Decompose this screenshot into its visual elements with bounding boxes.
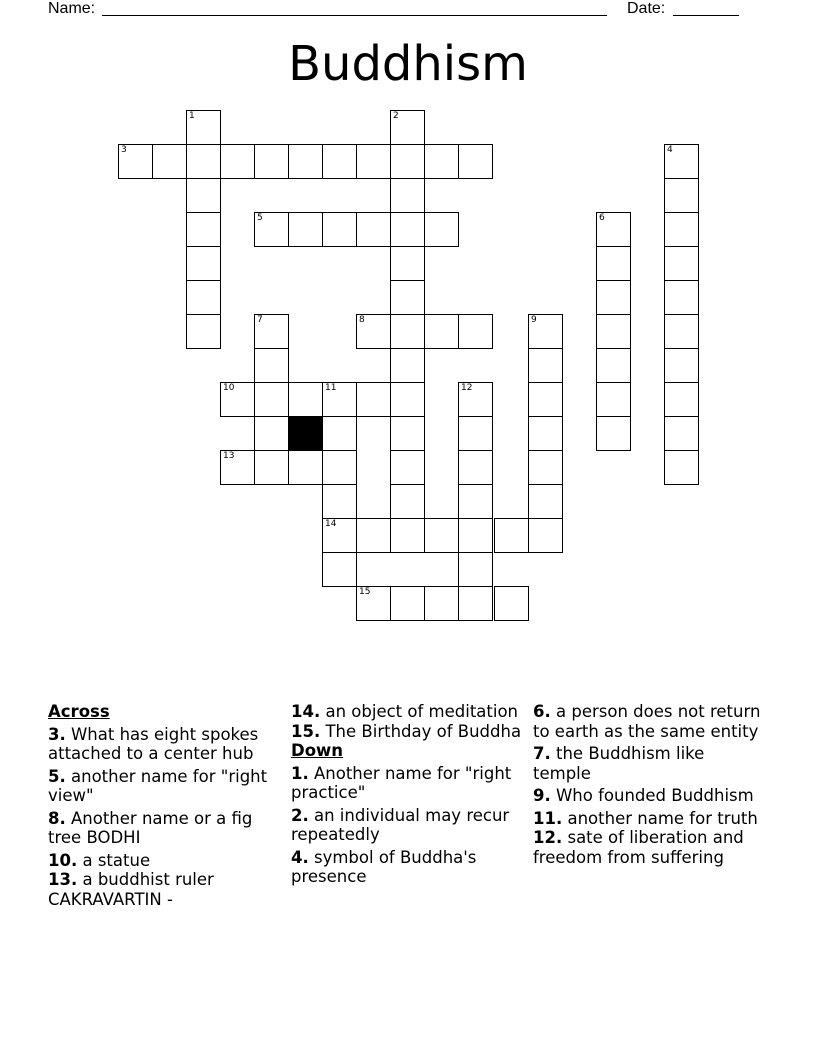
- cell-number: 6: [599, 213, 605, 223]
- clue-number: 9.: [533, 786, 551, 805]
- crossword-cell[interactable]: [322, 144, 357, 179]
- clue-text: a buddhist ruler CAKRAVARTIN -: [48, 870, 214, 909]
- crossword-cell[interactable]: [390, 382, 425, 417]
- crossword-cell[interactable]: [186, 144, 221, 179]
- clue-number: 4.: [291, 847, 309, 867]
- crossword-cell[interactable]: [288, 382, 323, 417]
- clue-down-12: [533, 828, 765, 867]
- clue-column-1: [48, 702, 280, 909]
- crossword-cell[interactable]: [458, 144, 493, 179]
- crossword-cell[interactable]: [528, 348, 563, 383]
- crossword-cell[interactable]: [254, 382, 289, 417]
- crossword-cell[interactable]: [424, 518, 459, 553]
- crossword-cell[interactable]: [322, 212, 357, 247]
- crossword-cell[interactable]: [424, 314, 459, 349]
- crossword-cell[interactable]: [458, 416, 493, 451]
- clue-across-5: [48, 767, 280, 806]
- clue-text: the Buddhism like temple: [533, 744, 705, 783]
- clue-text: a person does not return to earth as the same entity: [533, 702, 761, 741]
- crossword-cell[interactable]: [356, 212, 391, 247]
- cell-number: 5: [257, 213, 263, 223]
- clue-number: 5.: [48, 766, 66, 786]
- crossword-cell[interactable]: [254, 416, 289, 451]
- clue-number: 8.: [48, 808, 66, 828]
- clue-number: 13.: [48, 870, 78, 889]
- clue-across-14: [291, 702, 523, 722]
- clue-across-8: [48, 809, 280, 848]
- crossword-cell[interactable]: [424, 144, 459, 179]
- clue-text: another name for truth: [562, 808, 758, 828]
- crossword-cell[interactable]: [390, 450, 425, 485]
- cell-number: 9: [531, 315, 537, 325]
- clue-text: an individual may recur repeatedly: [291, 805, 510, 844]
- crossword-cell[interactable]: [424, 586, 459, 621]
- crossword-cell[interactable]: [186, 280, 221, 315]
- crossword-cell[interactable]: [596, 246, 631, 281]
- crossword-cell[interactable]: [664, 314, 699, 349]
- puzzle-title: Buddhism: [288, 36, 528, 92]
- crossword-cell[interactable]: [390, 484, 425, 519]
- clue-across-13: [48, 870, 280, 909]
- crossword-cell[interactable]: [390, 178, 425, 213]
- crossword-cell[interactable]: [356, 518, 391, 553]
- clue-down-9: [533, 786, 765, 806]
- crossword-cell[interactable]: [390, 246, 425, 281]
- cell-number: 13: [223, 451, 235, 461]
- crossword-cell[interactable]: [322, 552, 357, 587]
- clue-down-1: [291, 764, 523, 803]
- crossword-cell[interactable]: [186, 212, 221, 247]
- cell-number: 15: [359, 587, 371, 597]
- cell-number: 8: [359, 315, 365, 325]
- clue-text: Who founded Buddhism: [550, 786, 754, 805]
- clue-text: Another name for "right practice": [291, 763, 512, 802]
- crossword-cell[interactable]: [664, 348, 699, 383]
- cell-number: 10: [223, 383, 235, 393]
- clue-down-6: [533, 702, 765, 741]
- crossword-cell[interactable]: [288, 144, 323, 179]
- crossword-cell[interactable]: [254, 450, 289, 485]
- crossword-cell[interactable]: [664, 280, 699, 315]
- crossword-cell[interactable]: [458, 586, 493, 621]
- cell-number: 11: [325, 383, 337, 393]
- crossword-cell[interactable]: [186, 246, 221, 281]
- clue-number: 7.: [533, 744, 551, 763]
- clue-text: What has eight spokes attached to a center hub: [48, 724, 259, 763]
- crossword-cell[interactable]: [664, 416, 699, 451]
- crossword-cell[interactable]: [186, 314, 221, 349]
- crossword-cell[interactable]: [528, 382, 563, 417]
- crossword-cell[interactable]: [528, 450, 563, 485]
- crossword-cell[interactable]: [494, 586, 529, 621]
- crossword-cell[interactable]: [458, 484, 493, 519]
- crossword-cell[interactable]: [664, 246, 699, 281]
- clue-down-11: [533, 809, 765, 829]
- cell-number: 2: [393, 111, 399, 121]
- clue-across-3: [48, 725, 280, 764]
- crossword-cell[interactable]: [390, 144, 425, 179]
- crossword-cell[interactable]: [664, 178, 699, 213]
- clue-text: Another name or a fig tree BODHI: [48, 808, 253, 847]
- crossword-cell[interactable]: [254, 144, 289, 179]
- crossword-cell[interactable]: [390, 518, 425, 553]
- crossword-cell[interactable]: [390, 212, 425, 247]
- crossword-cell[interactable]: [664, 450, 699, 485]
- crossword-cell[interactable]: [356, 382, 391, 417]
- crossword-cell[interactable]: [322, 416, 357, 451]
- crossword-cell[interactable]: [186, 178, 221, 213]
- date-label: Date:: [627, 0, 666, 17]
- crossword-cell[interactable]: [596, 280, 631, 315]
- clue-text: an object of meditation: [320, 702, 519, 721]
- clue-down-4: [291, 848, 523, 887]
- cell-number: 3: [121, 145, 127, 155]
- clue-column-2: [291, 702, 523, 887]
- crossword-cell[interactable]: [458, 552, 493, 587]
- clue-number: 2.: [291, 805, 309, 825]
- crossword-cell[interactable]: [390, 314, 425, 349]
- crossword-cell[interactable]: [254, 348, 289, 383]
- clue-text: The Birthday of Buddha: [320, 721, 522, 741]
- clue-number: 1.: [291, 763, 309, 783]
- clue-across-15: [291, 722, 523, 742]
- crossword-cell[interactable]: [390, 416, 425, 451]
- crossword-cell[interactable]: [596, 314, 631, 349]
- down-heading: Down: [291, 741, 344, 760]
- crossword-cell[interactable]: [528, 416, 563, 451]
- crossword-cell[interactable]: [458, 450, 493, 485]
- clue-number: 11.: [533, 808, 563, 828]
- crossword-cell[interactable]: [664, 382, 699, 417]
- clue-number: 15.: [291, 721, 321, 741]
- crossword-cell[interactable]: [596, 382, 631, 417]
- clue-down-2: [291, 806, 523, 845]
- cell-number: 14: [325, 519, 337, 529]
- clue-column-3: [533, 702, 765, 867]
- crossword-cell[interactable]: [596, 348, 631, 383]
- cell-number: 4: [667, 145, 673, 155]
- crossword-cell[interactable]: [458, 314, 493, 349]
- clue-number: 12.: [533, 828, 563, 847]
- clue-text: symbol of Buddha's presence: [291, 847, 477, 886]
- clue-text: sate of liberation and freedom from suffering: [533, 828, 744, 867]
- clue-text: a statue: [77, 850, 151, 870]
- clue-number: 14.: [291, 702, 321, 721]
- clue-down-7: [533, 744, 765, 783]
- clue-number: 10.: [48, 850, 78, 870]
- crossword-cell[interactable]: [458, 518, 493, 553]
- crossword-cell[interactable]: [596, 416, 631, 451]
- name-label: Name:: [48, 0, 96, 17]
- crossword-cell[interactable]: [528, 518, 563, 553]
- crossword-cell[interactable]: [390, 586, 425, 621]
- crossword-cell[interactable]: [152, 144, 187, 179]
- crossword-cell[interactable]: [390, 280, 425, 315]
- crossword-cell[interactable]: [390, 348, 425, 383]
- crossword-cell[interactable]: [220, 144, 255, 179]
- crossword-cell[interactable]: [356, 144, 391, 179]
- clue-across-10: [48, 851, 280, 871]
- across-heading: Across: [48, 702, 110, 721]
- crossword-cell[interactable]: [528, 484, 563, 519]
- cell-number: 1: [189, 111, 195, 121]
- crossword-block-cell: [288, 416, 323, 451]
- clue-text: another name for "right view": [48, 766, 268, 805]
- clue-number: 6.: [533, 702, 551, 721]
- clue-number: 3.: [48, 724, 66, 744]
- cell-number: 7: [257, 315, 263, 325]
- crossword-cell[interactable]: [288, 450, 323, 485]
- cell-number: 12: [461, 383, 473, 393]
- crossword-cell[interactable]: [494, 518, 529, 553]
- crossword-cell[interactable]: [424, 212, 459, 247]
- crossword-cell[interactable]: [322, 484, 357, 519]
- crossword-cell[interactable]: [288, 212, 323, 247]
- crossword-cell[interactable]: [664, 212, 699, 247]
- crossword-cell[interactable]: [322, 450, 357, 485]
